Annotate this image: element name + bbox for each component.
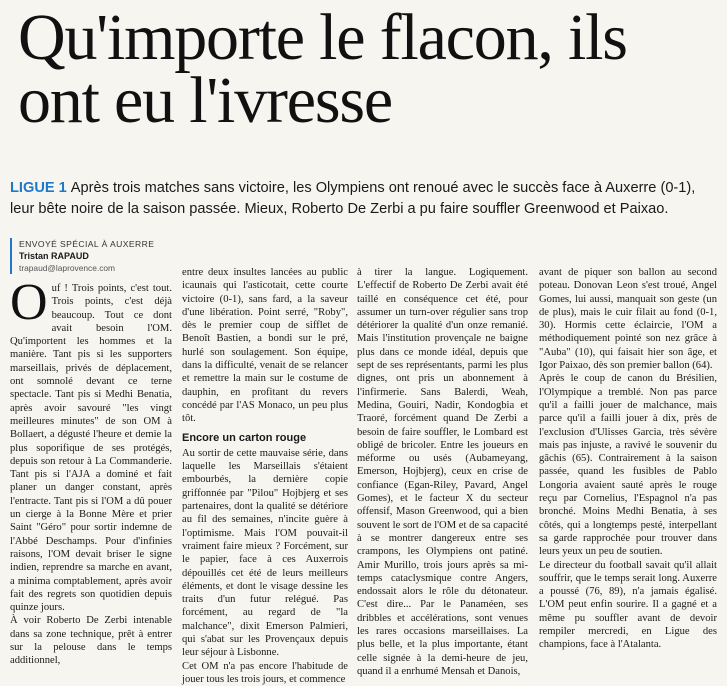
article-column-3 — [357, 266, 528, 677]
article-paragraph: Après le coup de canon du Brésilien, l'Olympique a tremblé. Non pas parce qu'il a failli jouer de malchance, mais parce qu'il a failli jouer à dix, près de l'exclusion d'Ulisses Garcia, très sévère mais pas injuste, a ravivé le souvenir du gâchis (65). Contrairement à la saison passée, quand les fusibles de Pablo Longoria avaient sauté après le rouge reçu par Cornelius, l'Espagnol n'a pas bronché. Moins Medhi Benatia, à ses côtés, qui a longtemps pesté, interpellant sa garde rapprochée pour trouver dans leurs yeux un peu de soutien. — [539, 373, 717, 558]
headline: Qu'importe le flacon, ils ont eu l'ivresse — [18, 1, 627, 137]
article-column-4 — [539, 266, 717, 651]
article-paragraph: Cet OM n'a pas encore l'habitude de jouer tous les trois jours, et commence — [182, 660, 348, 685]
standfirst — [10, 178, 722, 220]
byline-author: Tristan RAPAUD — [19, 251, 89, 261]
article-paragraph: Le directeur du football savait qu'il allait souffrir, que le temps serait long. Auxerre a poussé (76, 89), n'a jamais égalisé. L'OM peut enfin sourire. Il a gagné et a même pu souffler avant de devoir rempiler mercredi, en Ligue des champions, face à l'Atalanta. — [539, 559, 717, 651]
article-paragraph: Ouf ! Trois points, c'est tout. Trois points, c'est déjà beaucoup. Tout ce dont avait besoin l'OM. Qu'importent les hommes et la manière. Tant pis si les supporters marseillais, privés de déplacement, ont somnolé devant ce terne spectacle. Tant pis si Medhi Benatia, après avoir savouré "les vingt meilleures minutes" de son OM à Bollaert, a dégusté l'heure et demie la plus soporifique de ses protégés, depuis son retour à La Commanderie. Tant pis si l'AJA a dominé et fait planer un danger constant, après l'entracte. Tant pis si l'OM a dû pouer un cierge à la Bonne Mère et prier Saint "Géro" pour sortir indemne de l'Abbé Deschamps. Pour d'infinies raisons, l'OM devait briser le signe indien, reprendre sa marche en avant, a minima comptablement, après avoir fait des regrets son quotidien depuis quinze jours. — [10, 274, 172, 614]
article-paragraph: avant de piquer son ballon au second poteau. Donovan Leon s'est troué, Angel Gomes, lui aussi, manquait son geste (un de plus), mais le cuir filait au fond (0-1, 30). Hormis cette éclaircie, l'OM a méthodiquement pointé son nez grâce à "Auba" (10), qui faisait hier son âge, et Igor Paixao, dès son premier ballon (64). — [539, 267, 717, 372]
byline-role: ENVOYÉ SPÉCIAL À AUXERRE — [19, 239, 155, 249]
article-column-1 — [10, 274, 172, 667]
article-paragraph: à tirer la langue. Logiquement. L'effectif de Roberto De Zerbi avait été taillé en conséquence cet été, pour assumer un turn-over régulier sans trop détériorer la qualité d'un onze remanié. Mais l'institution provençale ne baigne plus dans ce monde idéal, depuis que sept de ses représentants, parmi les plus dignes, ont pris un abonnement à l'infirmerie. Sans Balerdi, Weah, Medina, Gouiri, Nadir, Kondogbia et Traoré, forcément quand De Zerbi a besoin de faire souffler, le Lombard est obligé de bricoler. Entre les joueurs en méforme ou usés (Aubameyang, Emerson, Hojbjerg), ceux en crise de confiance (Egan-Riley, Pavard, Angel Gomes), et le facteur X du secteur offensif, Mason Greenwood, qui a bien souvent le sort de l'OM et de sa capacité à se montrer dangereux entre ses crampons, les Olympiens ont patiné. Amir Murillo, trois jours après sa mi-temps cataclysmique contre Angers, endossait alors le rôle du détonateur. C'est dire... Par le Panaméen, ses dribbles et accélérations, sont venues les rares occasions marseillaises. La plus belle, et la plus importante, étant celle signée à la demi-heure de jeu, quand il a enrhumé Mensah et Danois, — [357, 267, 528, 677]
article-column-2 — [182, 266, 348, 685]
article-paragraph: À voir Roberto De Zerbi intenable dans sa zone technique, prêt à entrer sur la pelouse dans le temps additionnel, — [10, 615, 172, 667]
article-paragraph: Au sortir de cette mauvaise série, dans laquelle les Marseillais s'étaient embourbés, la dernière copie griffonnée par "Pilou" Hojbjerg et ses partenaires, dont la qualité se détériore au fil des semaines, n'incite guère à l'optimisme. Mais l'OM pouvait-il vraiment faire mieux ? Forcément, sur le papier, face à ces Auxerrois dépouillés cet été de leurs meilleurs éléments, et dont le visage dessine les traits d'un futur relégué. Pas forcément, au regard de "la malchance", dixit Emerson Palmieri, qui s'abat sur les Provençaux depuis leur séjour à Lisbonne. — [182, 447, 348, 659]
standfirst-text: Après trois matches sans victoire, les Olympiens ont renoué avec le succès face à Auxerre (0-1), leur bête noire de la saison passée. Mieux, Roberto De Zerbi a pu faire souffler Greenwood et Paixao. — [10, 180, 696, 217]
article-subhead: Encore un carton rouge — [182, 431, 307, 444]
section-kicker: LIGUE 1 — [10, 180, 67, 196]
article-paragraph: entre deux insultes lancées au public icaunais qui l'asticotait, cette courte victoire (0-1), sans fard, a la saveur d'une libération. Point serré, "Roby", dès le premier coup de sifflet de Benoît Bastien, a bondi sur le pré, hurlé son soulagement. Son équipe, dans la difficulté, venait de se relancer et remettre la main sur le costume de dauphin, en profitant du revers concédé par l'AS Monaco, un peu plus tôt. — [182, 267, 348, 425]
byline — [10, 238, 179, 274]
drop-cap: O — [10, 274, 48, 331]
byline-email[interactable]: trapaud@laprovence.com — [19, 263, 116, 273]
